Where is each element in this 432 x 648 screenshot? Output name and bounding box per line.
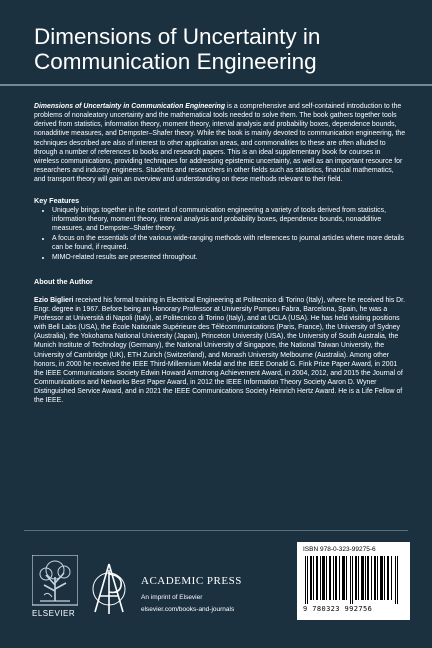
key-features-list: [34, 206, 406, 263]
imprint-line: An imprint of Elsevier: [141, 594, 203, 601]
elsevier-wordmark: ELSEVIER: [32, 609, 76, 618]
intro-book-title: Dimensions of Uncertainty in Communication Engineering: [34, 103, 226, 110]
book-title-line-1: Dimensions of Uncertainty in: [34, 24, 321, 49]
key-feature-item: • Uniquely brings together in the context of communication engineering a variety of tools derived from statistics, information theory, moment theory, interval analysis and probability boxes, dependence bounds, nonadditive measures, and Dempster–Shafer theory.: [52, 206, 406, 233]
book-title: [34, 24, 404, 74]
title-divider: [0, 84, 432, 86]
about-author-paragraph: [34, 296, 406, 406]
barcode-digits: 9 780323 992756: [303, 605, 373, 613]
key-feature-item: • A focus on the essentials of the various wide-ranging methods with references to journal articles where more details can be found, if required.: [52, 234, 406, 252]
key-feature-item: • MIMO-related results are presented throughout.: [52, 253, 406, 262]
intro-paragraph: [34, 102, 406, 184]
key-features-heading: Key Features: [34, 196, 80, 206]
academic-press-name: ACADEMIC PRESS: [141, 575, 242, 587]
about-author-heading: About the Author: [34, 276, 93, 286]
author-name: Ezio Biglieri: [34, 296, 74, 304]
book-title-line-2: Communication Engineering: [34, 49, 317, 74]
isbn-barcode-box: [297, 542, 410, 620]
bottom-divider: [24, 530, 408, 531]
isbn-label: ISBN 978-0-323-99275-6: [303, 546, 376, 553]
publisher-url[interactable]: elsevier.com/books-and-journals: [141, 606, 235, 613]
academic-press-logo: [89, 560, 129, 618]
back-cover-text: [34, 102, 406, 406]
intro-text: is a comprehensive and self-contained introduction to the problems of nonaleatory uncertainty and the mathematical tools needed to solve them. The book gathers together tools derived from statistics, information theory, moment theory, interval analysis and probability boxes, dependence bounds, nonadditive measures, and Dempster–Shafer theory. While the book is mainly devoted to communication engineering, the techniques described are also of interest to other application areas, and commonalities to these are often alluded to through a number of references to books and research papers. This is an ideal supplementary book for courses in wireless communications, providing techniques for addressing epistemic uncertainty, as well as an important resource for researchers and industry engineers. Students and researchers in other fields such as statistics, financial mathematics, and transport theory will gain an overview and understanding on these methods relevant to their field.: [34, 103, 406, 184]
author-bio: received his formal training in Electrical Engineering at Politecnico di Torino (Italy), where he received his Dr. Engr. degree in 1967. Before being an Honorary Professor at University Pompeu Fabra, Barcelona, Spain, he was a Professor at Università di Napoli (Italy), at Politecnico di Torino (Italy), and at UCLA (USA). He has held visiting positions with Bell Labs (USA), the École Nationale Supérieure des Télécommunications (Paris, France), the University of Sydney (Australia), the Yokohama National University (Japan), Princeton University (USA), the University of South Australia, the Munich Institute of Technology (Germany), the National University of Singapore, the National Taiwan University, the University of Cambridge (UK), ETH Zurich (Switzerland), and Monash University Melbourne (Australia). Among other honors, in 2000 he received the IEEE Third-Millennium Medal and the IEEE Donald G. Fink Prize Paper Award, in 2001 the IEEE Communications Society Edwin Howard Armstrong Achievement Award, in 2004, 2012, and 2015 the Journal of Communications and Networks Best Paper Award, in 2012 the IEEE Information Theory Society Aaron D. Wyner Distinguished Service Award, and in 2021 the IEEE Communications Society Heinrich Hertz Award. He is a Life Fellow of the IEEE.: [34, 296, 405, 405]
barcode-bars: [303, 556, 403, 604]
